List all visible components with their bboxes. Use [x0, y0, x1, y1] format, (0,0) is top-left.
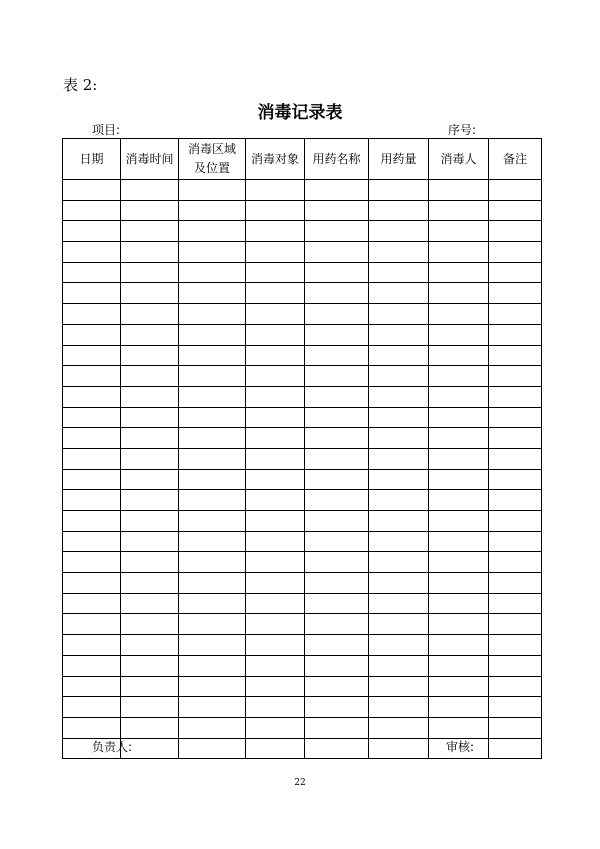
table-cell	[179, 324, 246, 345]
table-cell	[121, 448, 179, 469]
table-cell	[121, 345, 179, 366]
table-cell	[429, 366, 489, 387]
table-cell	[179, 655, 246, 676]
table-cell	[369, 552, 429, 573]
table-cell	[121, 386, 179, 407]
table-cell	[63, 180, 121, 201]
table-cell	[369, 407, 429, 428]
table-cell	[489, 593, 542, 614]
table-cell	[489, 552, 542, 573]
table-cell	[121, 697, 179, 718]
table-cell	[429, 490, 489, 511]
table-cell	[369, 573, 429, 594]
table-cell	[429, 614, 489, 635]
table-cell	[179, 469, 246, 490]
table-cell	[369, 428, 429, 449]
table-cell	[429, 304, 489, 325]
table-cell	[305, 697, 369, 718]
table-cell	[305, 242, 369, 263]
header-row	[63, 139, 542, 180]
table-cell	[369, 511, 429, 532]
table-row	[63, 531, 542, 552]
table-cell	[179, 614, 246, 635]
table-row	[63, 448, 542, 469]
table-row	[63, 490, 542, 511]
table-cell	[305, 676, 369, 697]
table-cell	[246, 407, 305, 428]
disinfection-record-table	[62, 138, 542, 759]
table-cell	[63, 469, 121, 490]
table-cell	[63, 324, 121, 345]
table-cell	[429, 428, 489, 449]
table-cell	[429, 221, 489, 242]
table-row	[63, 283, 542, 304]
table-cell	[489, 242, 542, 263]
table-cell	[489, 366, 542, 387]
table-cell	[179, 221, 246, 242]
table-cell	[305, 614, 369, 635]
table-cell	[121, 655, 179, 676]
table-cell	[246, 490, 305, 511]
table-cell	[246, 304, 305, 325]
table-cell	[63, 221, 121, 242]
table-cell	[63, 407, 121, 428]
table-cell	[121, 469, 179, 490]
table-cell	[489, 511, 542, 532]
table-cell	[489, 324, 542, 345]
table-cell	[369, 738, 429, 759]
table-cell	[179, 738, 246, 759]
table-cell	[369, 531, 429, 552]
table-cell	[369, 697, 429, 718]
table-cell	[429, 697, 489, 718]
table-cell	[246, 738, 305, 759]
table-cell	[246, 448, 305, 469]
table-cell	[369, 655, 429, 676]
table-cell	[489, 738, 542, 759]
table-cell	[369, 717, 429, 738]
table-row	[63, 428, 542, 449]
table-cell	[121, 531, 179, 552]
table-cell	[121, 180, 179, 201]
page-title: 消毒记录表	[257, 103, 343, 123]
table-cell	[429, 283, 489, 304]
table-cell	[179, 386, 246, 407]
table-cell	[121, 324, 179, 345]
table-cell	[179, 262, 246, 283]
table-cell	[179, 490, 246, 511]
table-cell	[121, 262, 179, 283]
table-cell	[489, 386, 542, 407]
table-cell	[369, 448, 429, 469]
table-cell	[489, 531, 542, 552]
table-row	[63, 345, 542, 366]
table-cell	[429, 386, 489, 407]
table-cell	[246, 531, 305, 552]
table-cell	[246, 552, 305, 573]
table-row	[63, 407, 542, 428]
table-row	[63, 573, 542, 594]
table-cell	[63, 200, 121, 221]
table-cell	[63, 428, 121, 449]
table-cell	[369, 221, 429, 242]
table-row	[63, 262, 542, 283]
table-cell	[305, 738, 369, 759]
table-cell	[429, 180, 489, 201]
table-cell	[246, 242, 305, 263]
table-cell	[246, 366, 305, 387]
table-cell	[489, 655, 542, 676]
table-cell	[489, 614, 542, 635]
table-cell	[63, 635, 121, 656]
table-cell	[489, 469, 542, 490]
table-row	[63, 180, 542, 201]
table-row	[63, 676, 542, 697]
table-cell	[429, 676, 489, 697]
table-cell	[429, 407, 489, 428]
column-header-date: 日期	[63, 139, 121, 180]
table-cell	[369, 386, 429, 407]
table-cell	[369, 676, 429, 697]
table-cell	[121, 552, 179, 573]
table-cell	[429, 635, 489, 656]
table-cell	[63, 511, 121, 532]
table-row	[63, 635, 542, 656]
table-row	[63, 655, 542, 676]
serial-number-label: 序号:	[448, 123, 477, 137]
table-row	[63, 200, 542, 221]
table-cell	[305, 262, 369, 283]
table-cell	[179, 366, 246, 387]
table-cell	[179, 635, 246, 656]
table-cell	[489, 262, 542, 283]
column-header-operator: 消毒人	[429, 139, 489, 180]
table-cell	[305, 180, 369, 201]
table-cell	[179, 283, 246, 304]
table-row	[63, 324, 542, 345]
table-cell	[305, 200, 369, 221]
table-cell	[121, 593, 179, 614]
table-cell	[305, 469, 369, 490]
table-cell	[63, 655, 121, 676]
column-header-dosage: 用药量	[369, 139, 429, 180]
table-cell	[179, 180, 246, 201]
column-header-area: 消毒区域 及位置	[179, 139, 246, 180]
table-cell	[63, 717, 121, 738]
table-row	[63, 469, 542, 490]
table-cell	[246, 655, 305, 676]
table-cell	[429, 345, 489, 366]
table-cell	[63, 242, 121, 263]
table-cell	[429, 511, 489, 532]
table-cell	[369, 262, 429, 283]
table-cell	[305, 635, 369, 656]
table-cell	[121, 511, 179, 532]
table-cell	[179, 593, 246, 614]
table-cell	[179, 428, 246, 449]
table-cell	[489, 407, 542, 428]
table-cell	[305, 531, 369, 552]
table-body	[63, 180, 542, 759]
table-cell	[429, 552, 489, 573]
table-cell	[63, 366, 121, 387]
project-label: 项目:	[92, 123, 121, 137]
table-cell	[429, 448, 489, 469]
table-cell	[305, 407, 369, 428]
table-cell	[121, 407, 179, 428]
table-cell	[121, 490, 179, 511]
table-cell	[305, 428, 369, 449]
table-cell	[489, 283, 542, 304]
table-cell	[246, 180, 305, 201]
table-cell	[305, 573, 369, 594]
table-row	[63, 221, 542, 242]
table-cell	[489, 635, 542, 656]
table-cell	[369, 242, 429, 263]
column-header-time: 消毒时间	[121, 139, 179, 180]
table-cell	[179, 676, 246, 697]
table-cell	[179, 697, 246, 718]
table-cell	[369, 180, 429, 201]
table-cell	[63, 448, 121, 469]
table-row	[63, 242, 542, 263]
table-cell	[179, 242, 246, 263]
table-cell	[63, 697, 121, 718]
table-row	[63, 366, 542, 387]
table-cell	[489, 448, 542, 469]
table-cell	[305, 386, 369, 407]
table-cell	[179, 304, 246, 325]
table-cell	[369, 366, 429, 387]
table-cell	[305, 490, 369, 511]
table-cell	[179, 552, 246, 573]
table-cell	[246, 428, 305, 449]
table-cell	[121, 676, 179, 697]
table-cell	[179, 345, 246, 366]
table-cell	[179, 573, 246, 594]
table-cell	[63, 614, 121, 635]
page-number: 22	[294, 778, 306, 788]
table-cell	[179, 511, 246, 532]
table-cell	[305, 221, 369, 242]
reviewer-label: 审核:	[446, 740, 475, 754]
table-cell	[179, 407, 246, 428]
table-cell	[429, 655, 489, 676]
table-cell	[63, 593, 121, 614]
table-cell	[369, 304, 429, 325]
table-cell	[63, 676, 121, 697]
table-cell	[489, 304, 542, 325]
table-cell	[63, 262, 121, 283]
table-cell	[429, 242, 489, 263]
table-cell	[179, 717, 246, 738]
table-cell	[305, 717, 369, 738]
table-cell	[63, 345, 121, 366]
table-cell	[179, 448, 246, 469]
table-cell	[369, 324, 429, 345]
table-cell	[489, 200, 542, 221]
table-cell	[121, 614, 179, 635]
table-cell	[246, 614, 305, 635]
table-cell	[369, 469, 429, 490]
table-cell	[121, 304, 179, 325]
table-row	[63, 386, 542, 407]
table-row	[63, 717, 542, 738]
table-row	[63, 304, 542, 325]
table-cell	[179, 200, 246, 221]
table-cell	[121, 717, 179, 738]
table-cell	[63, 573, 121, 594]
table-cell	[429, 324, 489, 345]
table-cell	[246, 386, 305, 407]
table-cell	[305, 593, 369, 614]
table-cell	[305, 366, 369, 387]
table-cell	[121, 635, 179, 656]
table-cell	[246, 676, 305, 697]
table-cell	[246, 593, 305, 614]
table-cell	[63, 531, 121, 552]
table-cell	[246, 717, 305, 738]
table-cell	[121, 428, 179, 449]
table-cell	[63, 490, 121, 511]
table-row	[63, 593, 542, 614]
table-number-label: 表 2:	[63, 76, 98, 94]
table-cell	[369, 283, 429, 304]
table-cell	[246, 511, 305, 532]
table-cell	[305, 511, 369, 532]
table-cell	[369, 635, 429, 656]
table-cell	[63, 386, 121, 407]
table-cell	[121, 283, 179, 304]
table-cell	[121, 573, 179, 594]
table-cell	[489, 717, 542, 738]
table-cell	[121, 366, 179, 387]
table-cell	[429, 573, 489, 594]
table-cell	[305, 448, 369, 469]
table-cell	[63, 552, 121, 573]
table-cell	[369, 200, 429, 221]
table-cell	[246, 635, 305, 656]
table-cell	[305, 345, 369, 366]
table-cell	[429, 593, 489, 614]
table-cell	[246, 221, 305, 242]
table-header	[63, 139, 542, 180]
table-cell	[305, 655, 369, 676]
table-cell	[246, 469, 305, 490]
table-row	[63, 552, 542, 573]
table-cell	[179, 531, 246, 552]
table-cell	[305, 552, 369, 573]
table-cell	[305, 324, 369, 345]
table-cell	[489, 180, 542, 201]
column-header-remarks: 备注	[489, 139, 542, 180]
responsible-person-label: 负责人:	[92, 740, 133, 754]
table-cell	[63, 304, 121, 325]
table-cell	[246, 262, 305, 283]
table-cell	[429, 469, 489, 490]
column-header-drug-name: 用药名称	[305, 139, 369, 180]
table-cell	[489, 697, 542, 718]
table-row	[63, 511, 542, 532]
table-cell	[369, 490, 429, 511]
table-cell	[246, 573, 305, 594]
table-cell	[305, 304, 369, 325]
table-cell	[63, 283, 121, 304]
table-row	[63, 614, 542, 635]
table-cell	[489, 490, 542, 511]
table-row	[63, 697, 542, 718]
table-cell	[369, 593, 429, 614]
table-cell	[429, 262, 489, 283]
table-cell	[489, 676, 542, 697]
table-cell	[429, 531, 489, 552]
table-cell	[429, 717, 489, 738]
table-cell	[246, 345, 305, 366]
table-cell	[305, 283, 369, 304]
table-cell	[246, 283, 305, 304]
table-cell	[246, 324, 305, 345]
table-cell	[489, 428, 542, 449]
table-cell	[369, 614, 429, 635]
table-cell	[489, 573, 542, 594]
table-cell	[121, 221, 179, 242]
table-cell	[121, 242, 179, 263]
table-cell	[489, 345, 542, 366]
table-cell	[489, 221, 542, 242]
table-cell	[246, 200, 305, 221]
table-cell	[121, 200, 179, 221]
table-cell	[369, 345, 429, 366]
column-header-target: 消毒对象	[246, 139, 305, 180]
table-cell	[246, 697, 305, 718]
table-cell	[429, 200, 489, 221]
